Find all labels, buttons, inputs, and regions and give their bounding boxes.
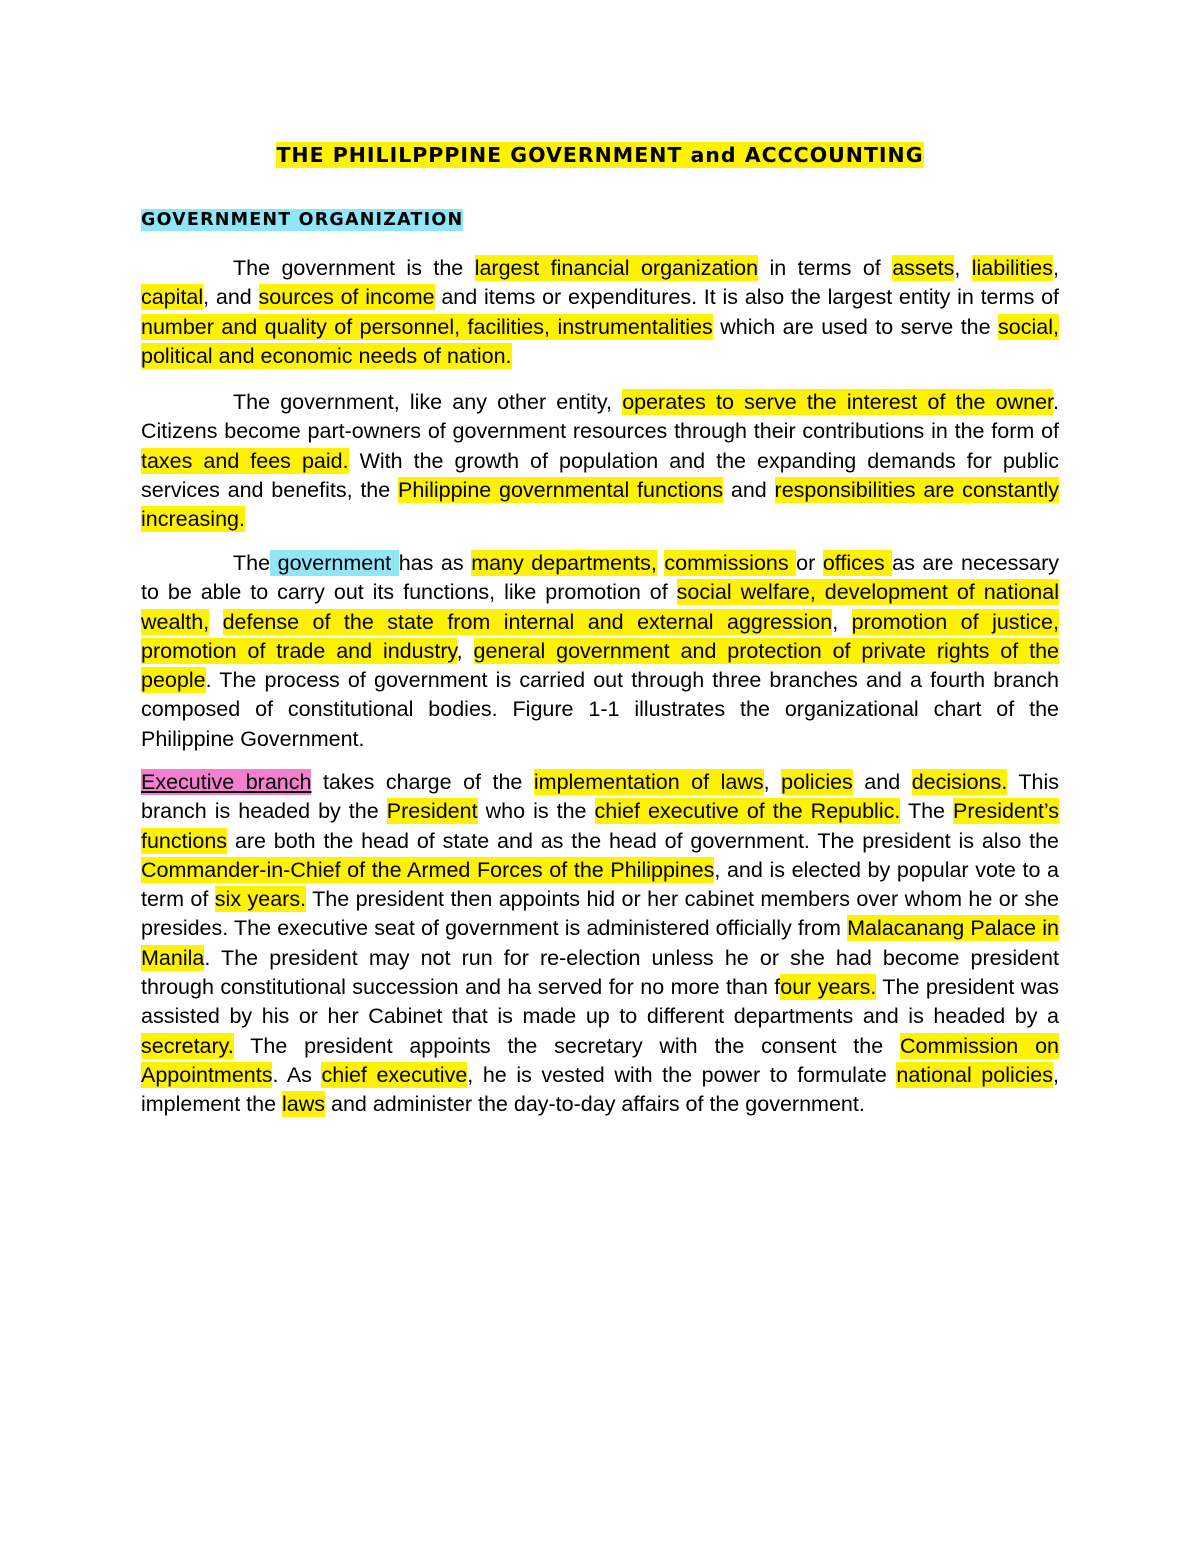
highlighted-text: our years. [780,975,877,1000]
body-text: The government, like any other entity, [233,390,623,414]
body-text: , [763,770,782,794]
body-text: who is the [477,799,595,824]
body-text: , and [203,285,259,310]
highlighted-text: many departments, [471,551,657,575]
highlighted-text: commissions [664,551,797,575]
highlighted-text: sources of income [258,285,435,310]
paragraph [141,549,1059,754]
document-title [0,143,1200,167]
body-text: The [900,799,954,824]
highlighted-text: number and quality of personnel, facilities, instrumentalities [141,314,713,339]
highlighted-text: six years. [214,887,307,912]
highlighted-text: President’s functions [141,799,1060,853]
highlighted-text: laws [282,1092,326,1117]
body-text: With the growth of population and the expanding demands for public services and benefits, the [141,448,1059,502]
highlighted-text: operates to serve the interest of the owner [622,390,1054,414]
title-text: THE PHILILPPPINE GOVERNMENT and ACCCOUNTING [276,143,924,167]
highlighted-text: chief executive of the Republic. [594,799,901,824]
body-text: The president was assisted by his or her Cabinet that is made up to different departments and is headed by a [141,975,1059,1029]
body-text: The [233,551,271,575]
body-text: are both the head of state and as the head of government. The president is also the [227,828,1059,853]
highlighted-text: liabilities [971,256,1054,280]
highlighted-text: Malacanang Palace in Manila [141,916,1059,970]
body-text: as are necessary to be able to carry out its functions, like promotion of [141,551,1060,605]
highlighted-text: taxes and fees paid. [141,448,349,473]
body-text: . The process of government is carried out through three branches and a fourth branch composed of constitutional bodies. Figure 1-1 illustrates the organizational chart of the Philippine Government. [141,668,1059,751]
section-heading [141,210,463,230]
body-text: , [456,638,474,663]
body-text: , he is vested with the power to formulate [467,1062,897,1087]
highlighted-text: secretary. [141,1033,234,1058]
highlighted-text: social, political and economic needs of nation. [141,314,1059,368]
body-text: The president then appoints hid or her cabinet members over whom he or she presides. The executive seat of government is administered officially from [141,887,1059,941]
highlighted-text: national policies [896,1062,1053,1087]
highlighted-text: President [386,799,478,824]
highlighted-text: decisions. [911,770,1008,794]
highlighted-text: responsibilities are constantly increasing. [141,477,1059,532]
highlighted-text: Commander-in-Chief of the Armed Forces of the Philippines [141,857,715,882]
body-text: which are used to serve the [712,314,999,339]
highlighted-text: offices [822,551,893,575]
highlighted-text: chief executive [321,1062,468,1087]
body-text: and items or expenditures. It is also the largest entity in terms of [434,285,1060,310]
body-text: , [1053,256,1059,280]
highlighted-text: implementation of laws [533,770,764,794]
highlighted-text: policies [781,770,853,794]
highlighted-text: Philippine governmental functions [398,477,724,502]
highlighted-text: promotion of justice, [851,609,1059,634]
body-text: or [796,551,823,575]
body-text: The president appoints the secretary with the consent the [233,1033,900,1058]
body-text: has as [398,551,472,575]
highlighted-text: general government and protection of private rights of the people [141,638,1059,693]
section-heading-text: GOVERNMENT ORGANIZATION [141,210,464,230]
body-text: , [832,609,852,634]
highlighted-text: Executive branch [141,770,312,794]
highlighted-text: social welfare, development of national wealth, [141,580,1060,634]
body-text: . The president may not run for re-election unless he or she had become president through constitutional succession and ha served for no more than f [141,945,1059,1000]
highlighted-text: largest financial organization [474,256,759,280]
paragraph [141,254,1059,371]
highlighted-text: promotion of trade and industry [141,638,457,663]
body-text: The government is the [233,256,475,280]
body-text: and administer the day-to-day affairs of the government. [325,1092,865,1117]
body-text: , and is elected by popular vote to a term of [141,857,1059,912]
body-text: , [954,256,972,280]
highlighted-text: government [270,551,399,575]
highlighted-text: defense of the state from internal and external aggression [222,609,833,634]
highlighted-text: Commission on Appointments [141,1033,1059,1087]
body-text [209,610,222,634]
paragraph [141,768,1059,1120]
body-text: and [852,770,912,794]
body-text: in terms of [758,256,893,280]
body-text: This branch is headed by the [141,770,1060,824]
paragraph [141,388,1059,534]
body-text: takes charge of the [311,770,534,794]
body-text: and [723,477,775,502]
highlighted-text: capital [141,285,204,310]
body-text: . Citizens become part-owners of government resources through their contributions in the form of [141,390,1060,444]
body-text: , implement the [141,1062,1059,1117]
highlighted-text: assets [892,256,955,280]
body-text: . As [272,1062,322,1087]
